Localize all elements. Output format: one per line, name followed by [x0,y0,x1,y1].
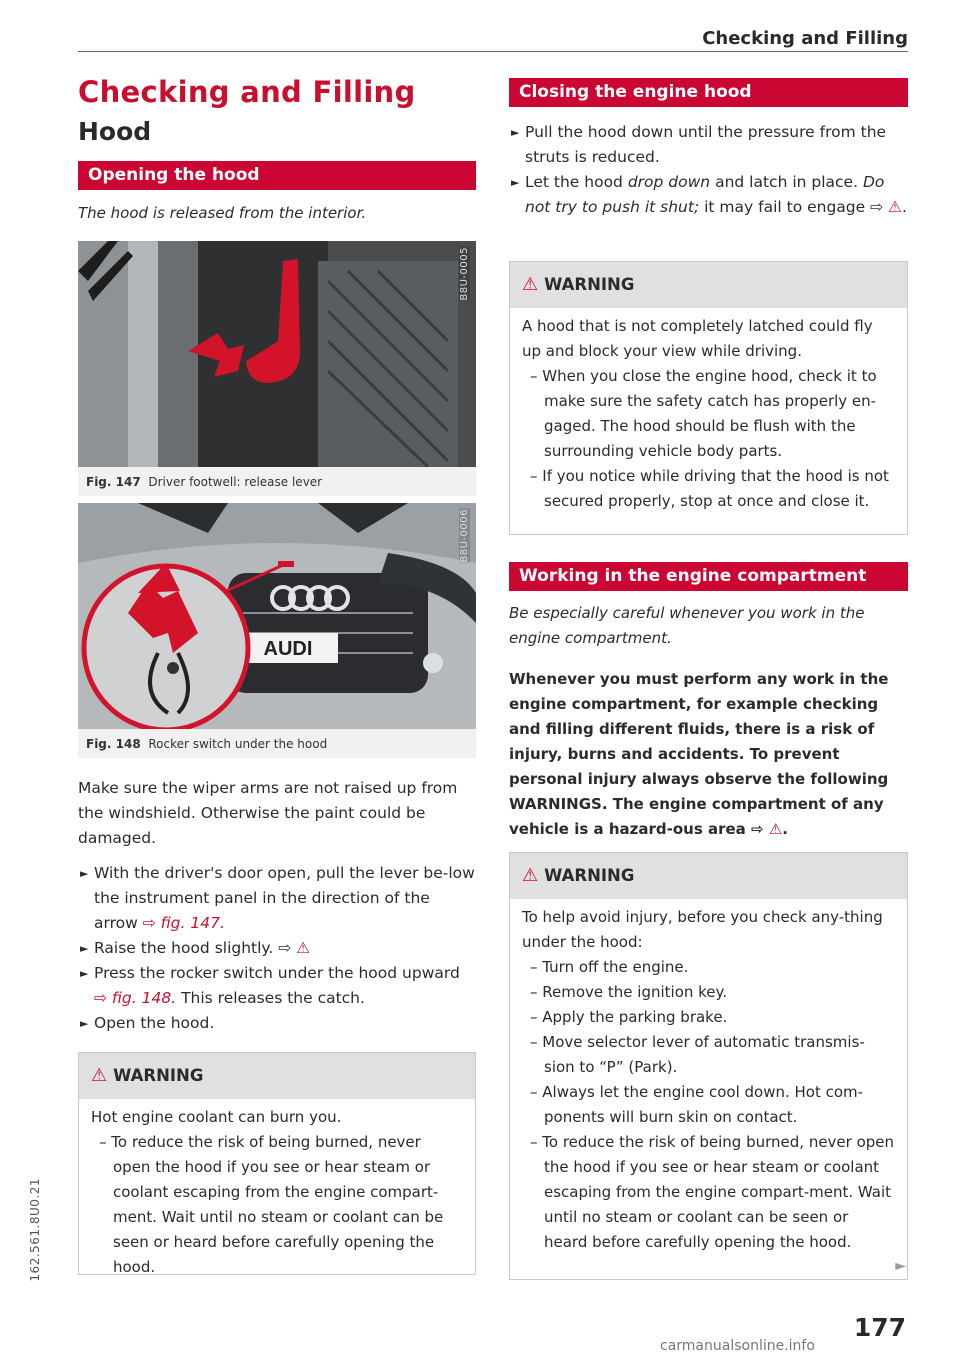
step-arrow-icon: ► [511,126,520,139]
warning-header: ⚠ WARNING [510,262,907,308]
chapter-title: Checking and Filling [78,75,416,109]
warning-lead: Hot engine coolant can burn you. [91,1108,342,1126]
step-arrow-icon: ► [511,176,520,189]
opening-steps [78,861,476,1036]
footwell-image [78,241,476,467]
warning-item: – Apply the parking brake. [530,1008,728,1026]
step-arrow-icon: ► [80,942,89,955]
figure-147 [78,241,476,496]
step-let-drop: ► Let the hood drop down and latch in place. Do not try to push it shut; it may fail to engage ⇨ ⚠. [509,170,908,220]
closing-hood-heading: Closing the engine hood [509,78,908,107]
opening-warning-box [78,1052,476,1275]
warning-item: – When you close the engine hood, check it to make sure the safety catch has properly en-gaged. The hood should be flush with the surrounding vehicle body parts. [530,367,877,460]
figure-caption-text: Driver footwell: release lever [148,475,323,489]
compartment-warning-box [509,852,908,1280]
warning-item: – To reduce the risk of being burned, never open the hood if you see or hear steam or coolant escaping from the engine compart-ment. Wait until no steam or coolant can be seen or heard before carefully opening the hood. [99,1133,444,1276]
step-pull-lever: ► With the driver's door open, pull the lever be-low the instrument panel in the direction of the arrow ⇨ fig. 147. [78,861,476,936]
figure-code: B8U-0006 [459,509,470,563]
figure-148 [78,503,476,758]
section-title: Hood [78,117,152,146]
warning-body [510,308,907,520]
warning-header: ⚠ WARNING [79,1053,475,1099]
warning-triangle-icon[interactable]: ⚠ [888,198,902,216]
step-arrow-icon: ► [80,967,89,980]
engine-compartment-heading: Working in the engine compartment [509,562,908,591]
warning-item: – To reduce the risk of being burned, never open the hood if you see or hear steam or coolant escaping from the engine compart-ment. Wait until no steam or coolant can be seen or heard before carefully opening the hood. [530,1133,895,1251]
side-document-code: 162.561.8U0.21 [28,1178,42,1282]
warning-lead: A hood that is not completely latched could fly up and block your view while driving. [522,317,873,360]
step-press-switch: ► Press the rocker switch under the hood upward ⇨ fig. 148. This releases the catch. [78,961,476,1011]
step-open-hood: ► Open the hood. [78,1011,476,1036]
header-rule [78,51,908,52]
watermark: carmanualsonline.info [660,1338,815,1354]
running-header: Checking and Filling [702,28,908,49]
warning-header: ⚠ WARNING [510,853,907,899]
warning-triangle-icon[interactable]: ⚠ [768,820,783,838]
closing-warning-box [509,261,908,535]
figure-code: B8U-0005 [459,247,470,301]
compartment-warning-paragraph: Whenever you must perform any work in the engine compartment, for example checking and filling different fluids, there is a risk of injury, burns and accidents. To prevent personal injury always observe the following WARNINGS. The engine compartment of any vehicle is a hazard-ous area ⇨ ⚠. [509,670,889,838]
hood-switch-image [78,503,476,729]
step-pull-down: ► Pull the hood down until the pressure from the struts is reduced. [509,120,908,170]
compartment-intro: Be especially careful whenever you work in the engine compartment. [509,604,865,647]
figure-caption-text: Rocker switch under the hood [148,737,328,751]
step-raise-hood: ► Raise the hood slightly. ⇨ ⚠ [78,936,476,961]
opening-hood-heading: Opening the hood [78,161,476,190]
step-arrow-icon: ► [80,867,89,880]
figure-caption [78,729,476,758]
fig-147-link[interactable]: ⇨ fig. 147. [142,914,225,932]
warning-item: – Move selector lever of automatic transmis-sion to “P” (Park). [530,1033,865,1076]
warning-item: – If you notice while driving that the hood is not secured properly, stop at once and close it. [530,467,889,510]
warning-triangle-icon[interactable]: ⚠ [296,939,311,957]
warning-triangle-icon: ⚠ [522,865,539,886]
warning-triangle-icon: ⚠ [91,1065,108,1086]
warning-item: – Always let the engine cool down. Hot com-ponents will burn skin on contact. [530,1083,864,1126]
warning-item: – Remove the ignition key. [530,983,728,1001]
continue-arrow-icon: ► [895,1258,906,1274]
page-number: 177 [853,1313,906,1342]
warning-lead: To help avoid injury, before you check any-thing under the hood: [522,908,883,951]
figure-number: Fig. 148 [86,737,141,751]
opening-intro: The hood is released from the interior. [78,204,367,222]
step-arrow-icon: ► [80,1017,89,1030]
closing-steps [509,120,908,220]
warning-triangle-icon: ⚠ [522,274,539,295]
fig-148-link[interactable]: ⇨ fig. 148. [94,989,177,1007]
plate-text: AUDI [263,638,313,660]
warning-item: – Turn off the engine. [530,958,689,976]
warning-body [79,1099,475,1286]
warning-body [510,899,907,1261]
wiper-note: Make sure the wiper arms are not raised up from the windshield. Otherwise the paint could be damaged. [78,779,458,847]
figure-number: Fig. 147 [86,475,141,489]
figure-caption [78,467,476,496]
